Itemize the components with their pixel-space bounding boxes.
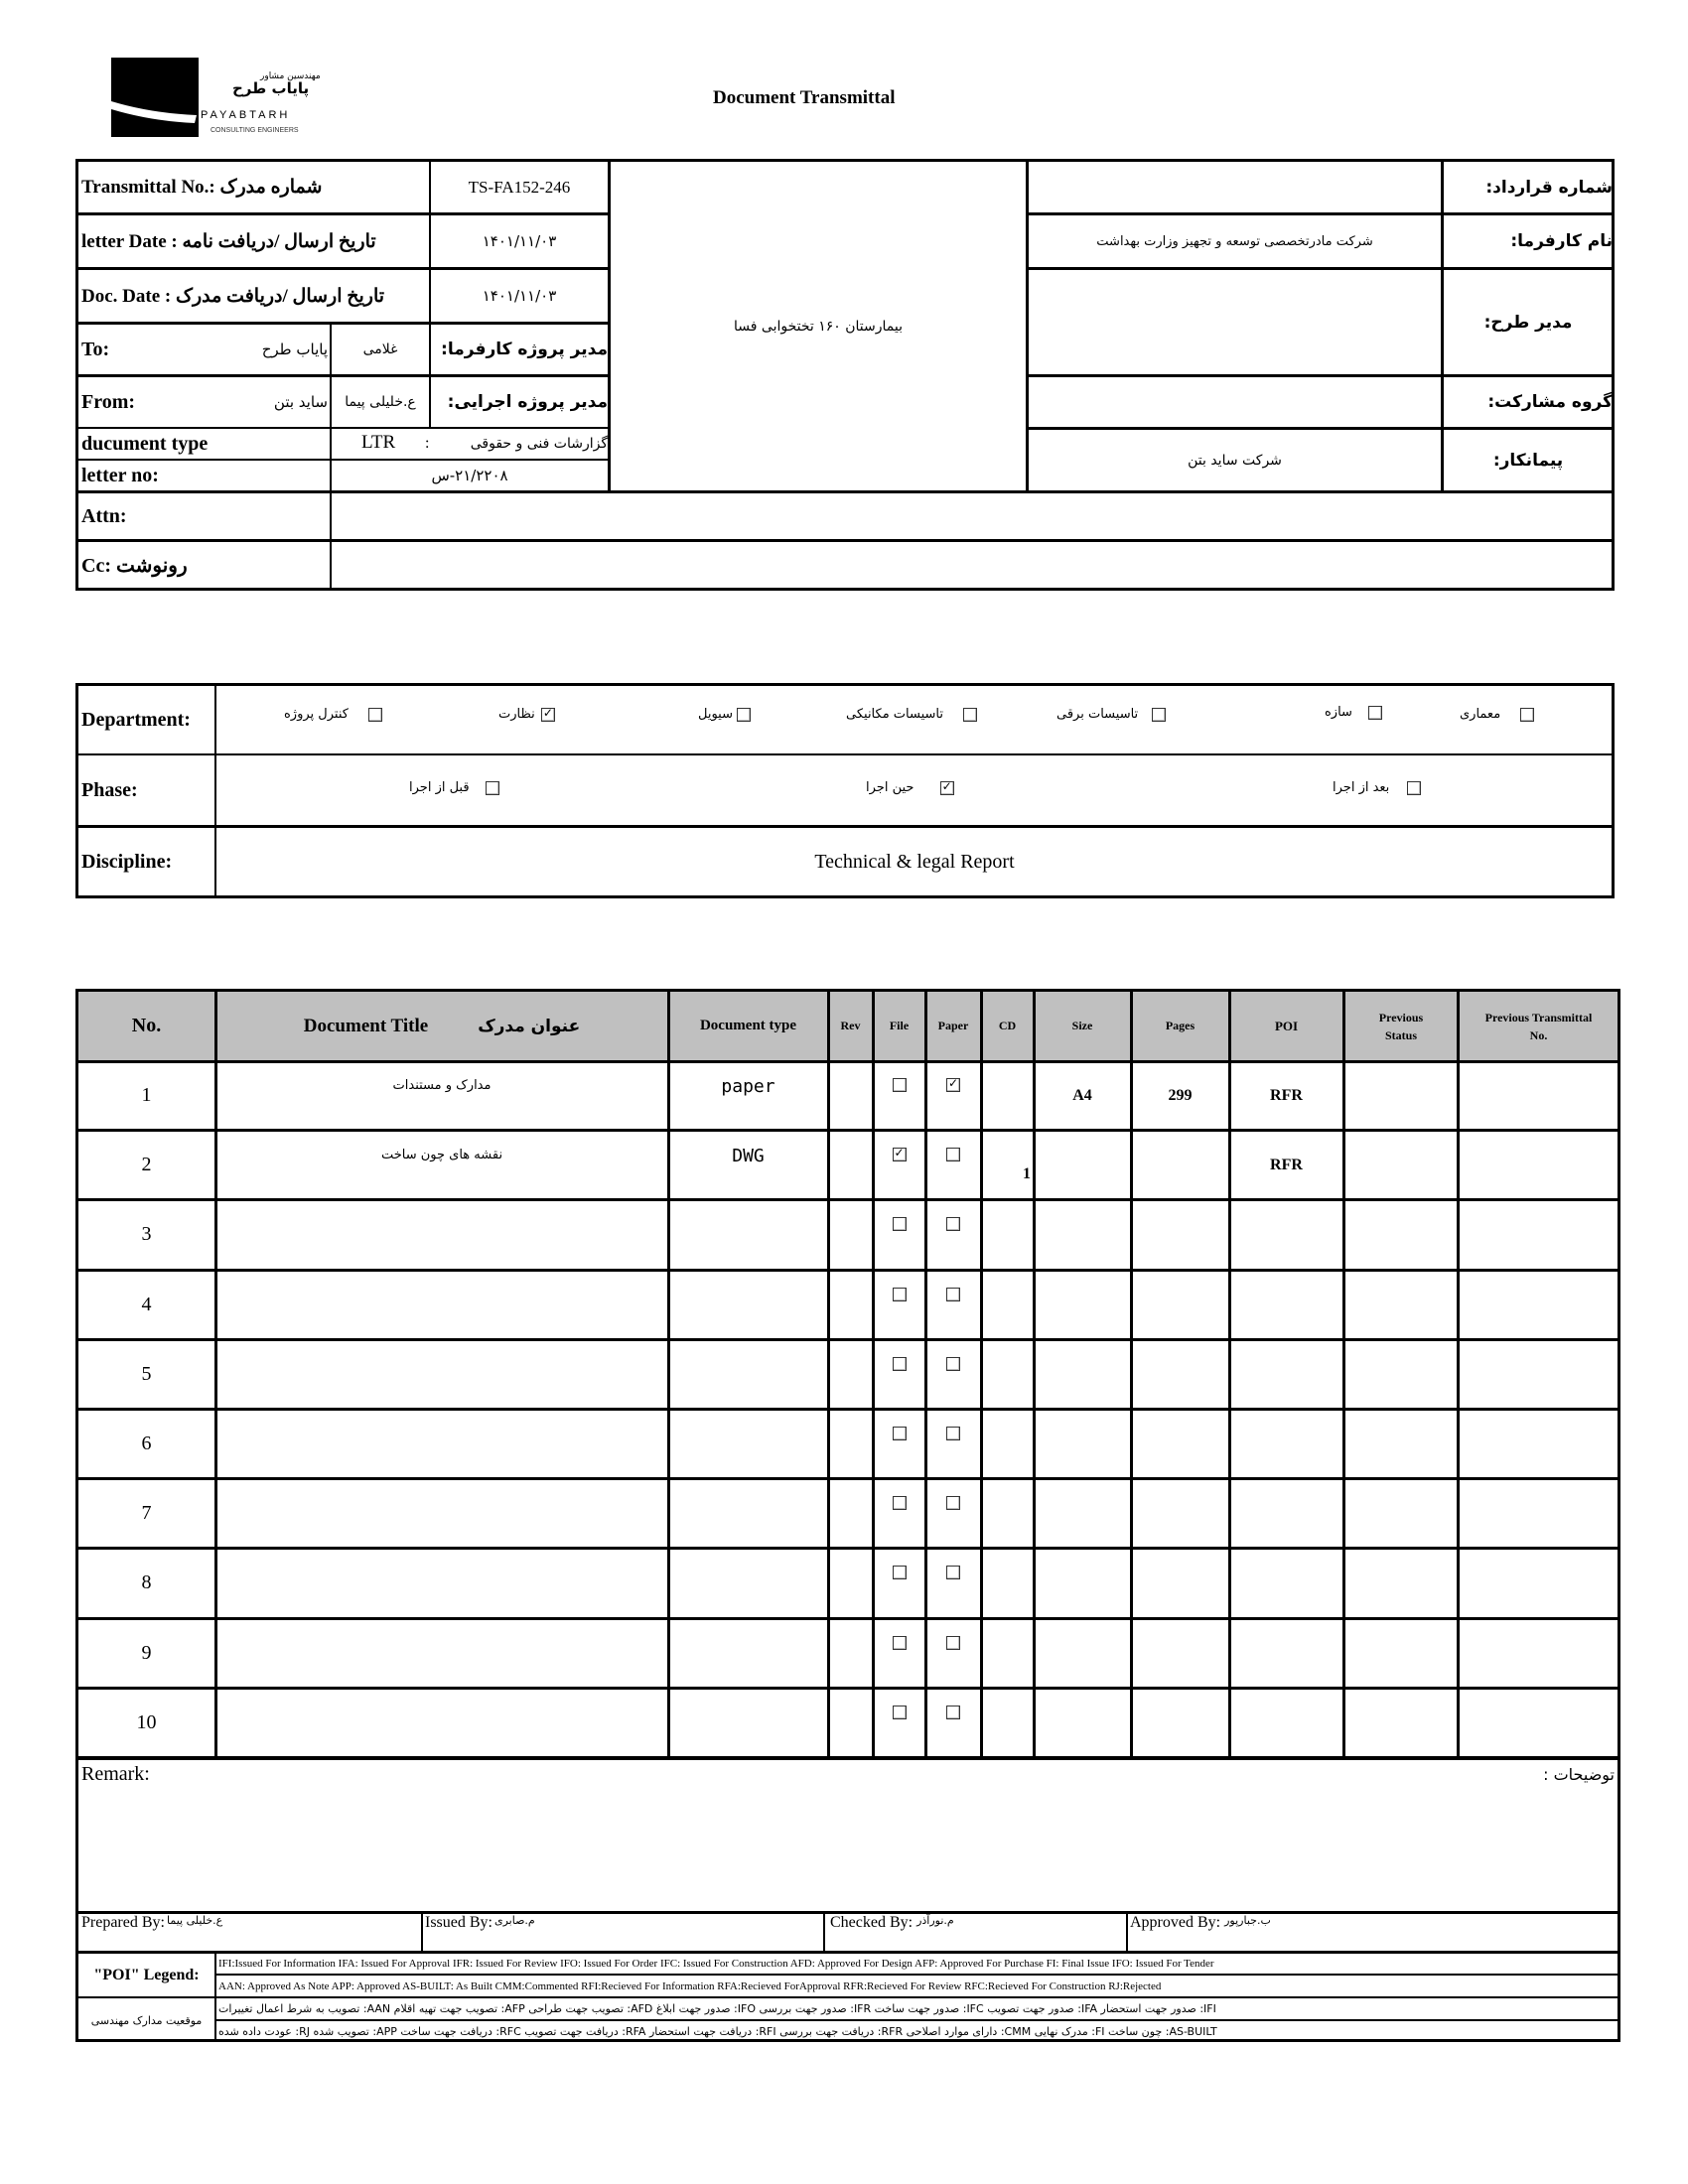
doc-date-value: ۱۴۰۱/۱۱/۰۳ bbox=[482, 287, 557, 305]
employer-label: نام کارفرما: bbox=[1510, 231, 1613, 251]
cell-title[interactable]: نقشه های چون ساخت bbox=[380, 1148, 503, 1162]
col-header-prev-transmittal: Previous Transmittal No. bbox=[1484, 1010, 1593, 1042]
cell-rev[interactable] bbox=[829, 1272, 872, 1338]
cell-cd[interactable] bbox=[982, 1411, 1033, 1477]
cell-size[interactable] bbox=[1035, 1411, 1130, 1477]
file-checkbox[interactable] bbox=[893, 1217, 907, 1231]
paper-checkbox[interactable] bbox=[946, 1148, 960, 1161]
cell-no: 9 bbox=[141, 1642, 152, 1664]
cell-prev-transmittal[interactable] bbox=[1460, 1690, 1618, 1756]
cell-cd[interactable] bbox=[982, 1550, 1033, 1616]
col-header-rev: Rev bbox=[840, 1019, 861, 1032]
exec-pm-label: مدیر پروژه اجرایی: bbox=[447, 392, 608, 412]
cell-poi[interactable] bbox=[1230, 1272, 1342, 1338]
paper-checkbox[interactable] bbox=[946, 1496, 960, 1510]
cell-prev-transmittal[interactable] bbox=[1460, 1480, 1618, 1547]
cell-title[interactable] bbox=[216, 1341, 667, 1408]
cell-no: 1 bbox=[141, 1084, 152, 1106]
department-checkbox-structure[interactable] bbox=[1368, 706, 1382, 720]
col-header-paper: Paper bbox=[937, 1019, 969, 1032]
cell-doc-type[interactable] bbox=[669, 1480, 827, 1547]
cell-prev-status[interactable] bbox=[1345, 1411, 1457, 1477]
cell-poi[interactable]: RFR bbox=[1270, 1086, 1303, 1104]
cell-prev-status[interactable] bbox=[1345, 1201, 1457, 1268]
phase-option[interactable]: بعد از اجرا bbox=[1333, 780, 1421, 800]
cell-doc-type[interactable] bbox=[669, 1272, 827, 1338]
department-option[interactable]: کنترل پروژه bbox=[284, 707, 382, 727]
col-header-title-en: Document Title bbox=[303, 1015, 429, 1036]
cell-cd[interactable]: 1 bbox=[1023, 1164, 1031, 1182]
cell-pages[interactable] bbox=[1132, 1341, 1228, 1408]
department-option[interactable]: تاسیسات برقی bbox=[1056, 707, 1166, 727]
cell-doc-type[interactable]: paper bbox=[721, 1076, 775, 1097]
department-option[interactable]: سازه bbox=[1325, 705, 1382, 725]
cell-prev-transmittal[interactable] bbox=[1460, 1550, 1618, 1616]
cell-doc-type[interactable] bbox=[669, 1201, 827, 1268]
paper-checkbox[interactable] bbox=[946, 1706, 960, 1719]
cell-cd[interactable] bbox=[982, 1690, 1033, 1756]
doc-type-value: گزارشات فنی و حقوقی bbox=[470, 436, 608, 452]
cell-prev-status[interactable] bbox=[1345, 1480, 1457, 1547]
approved-by: Approved By: ب.جبارپور bbox=[1130, 1914, 1271, 1931]
department-checkbox-mechanical[interactable] bbox=[963, 708, 977, 722]
cell-pages[interactable] bbox=[1132, 1272, 1228, 1338]
cell-rev[interactable] bbox=[829, 1341, 872, 1408]
department-option[interactable]: تاسیسات مکانیکی bbox=[846, 707, 977, 727]
cell-size[interactable] bbox=[1035, 1272, 1130, 1338]
cell-prev-status[interactable] bbox=[1345, 1620, 1457, 1687]
cell-title[interactable] bbox=[216, 1550, 667, 1616]
cell-file[interactable] bbox=[874, 1062, 924, 1129]
cell-poi[interactable] bbox=[1230, 1480, 1342, 1547]
department-option[interactable]: سیویل bbox=[698, 707, 751, 727]
status-legend-line-1: IFI: صدور جهت استحضار IFA: صدور جهت تصویب IFC: صدور جهت ساخت IFR: صدور جهت بررسی IFO: صدور جهت ابلاغ AFD: تصویب جهت طراحی AFP: تصویب جهت تهیه اقلام AAN: تصویب به شرط اعمال تغییرات bbox=[218, 2002, 1216, 2015]
cell-no: 3 bbox=[141, 1223, 152, 1245]
cell-paper[interactable] bbox=[926, 1201, 980, 1268]
attn-field[interactable] bbox=[332, 493, 1613, 539]
cell-no: 4 bbox=[141, 1294, 152, 1315]
col-header-cd: CD bbox=[998, 1019, 1017, 1032]
discipline-value: Technical & legal Report bbox=[814, 850, 1015, 873]
col-header-title-fa: عنوان مدرک bbox=[478, 1016, 581, 1036]
poi-legend-line-2: AAN: Approved As Note APP: Approved AS-BUILT: As Built CMM:Commented RFI:Recieved For Information RFA:Recieved ForApproval RFR:Recieved For Review RFC:Recieved For Construction RJ:Rejected bbox=[218, 1979, 1162, 1992]
phase-checkbox-during[interactable] bbox=[940, 781, 954, 795]
cell-paper[interactable] bbox=[926, 1550, 980, 1616]
contractor-value: شرکت ساید بتن bbox=[1188, 452, 1282, 469]
cell-file[interactable] bbox=[874, 1341, 924, 1408]
cell-cd[interactable] bbox=[982, 1272, 1033, 1338]
logo-persian-subtitle: مهندسین مشاور bbox=[260, 71, 321, 81]
phase-option[interactable]: حین اجرا ✓ bbox=[866, 780, 954, 800]
cell-pages[interactable] bbox=[1132, 1411, 1228, 1477]
cell-prev-transmittal[interactable] bbox=[1460, 1062, 1618, 1129]
cell-prev-status[interactable] bbox=[1345, 1132, 1457, 1198]
cell-title[interactable]: مدارک و مستندات bbox=[392, 1078, 492, 1093]
department-checkbox-electrical[interactable] bbox=[1152, 708, 1166, 722]
letter-no-value: ۲۱/۲۲۰۸-س bbox=[431, 467, 508, 484]
partnership-value bbox=[1029, 377, 1441, 427]
cell-file[interactable] bbox=[874, 1272, 924, 1338]
cell-paper[interactable] bbox=[926, 1062, 980, 1129]
client-pm-label: مدیر پروژه کارفرما: bbox=[441, 340, 608, 359]
page-title: Document Transmittal bbox=[713, 87, 896, 108]
cell-prev-status[interactable] bbox=[1345, 1690, 1457, 1756]
cell-file[interactable] bbox=[874, 1690, 924, 1756]
department-option[interactable]: معماری bbox=[1460, 707, 1534, 727]
cell-doc-type[interactable] bbox=[669, 1341, 827, 1408]
cell-prev-transmittal[interactable] bbox=[1460, 1411, 1618, 1477]
cell-paper[interactable] bbox=[926, 1480, 980, 1547]
logo-latin-name: PAYABTARH bbox=[201, 109, 291, 121]
cell-poi[interactable] bbox=[1230, 1550, 1342, 1616]
cell-title[interactable] bbox=[216, 1411, 667, 1477]
employer-value: شرکت مادرتخصصی توسعه و تجهیز وزارت بهداشت bbox=[1096, 233, 1373, 249]
cell-no: 8 bbox=[141, 1571, 152, 1593]
from-value: ساید بتن bbox=[273, 393, 328, 411]
department-checkbox-supervision[interactable] bbox=[541, 708, 555, 722]
paper-checkbox[interactable] bbox=[946, 1288, 960, 1301]
department-option[interactable]: نظارت ✓ bbox=[498, 707, 555, 727]
cell-prev-transmittal[interactable] bbox=[1460, 1132, 1618, 1198]
cell-no: 10 bbox=[136, 1711, 157, 1733]
project-manager-label: مدیر طرح: bbox=[1483, 312, 1573, 333]
cell-paper[interactable] bbox=[926, 1620, 980, 1687]
cell-title[interactable] bbox=[216, 1201, 667, 1268]
file-checkbox[interactable] bbox=[893, 1706, 907, 1719]
cell-pages[interactable]: 299 bbox=[1168, 1086, 1193, 1104]
logo-persian-name: پایاب طرح bbox=[232, 79, 310, 97]
col-header-prev-status: Previous Status bbox=[1378, 1010, 1424, 1042]
cell-poi[interactable] bbox=[1230, 1201, 1342, 1268]
department-checkbox-project-control[interactable] bbox=[368, 708, 382, 722]
paper-checkbox[interactable] bbox=[946, 1636, 960, 1650]
cell-doc-type[interactable] bbox=[669, 1620, 827, 1687]
cell-prev-transmittal[interactable] bbox=[1460, 1201, 1618, 1268]
cell-prev-status[interactable] bbox=[1345, 1272, 1457, 1338]
department-label: Department: bbox=[81, 708, 191, 731]
file-checkbox[interactable] bbox=[893, 1496, 907, 1510]
cc-label: Cc: رونوشت bbox=[81, 554, 188, 577]
paper-checkbox[interactable] bbox=[946, 1217, 960, 1231]
cell-file[interactable] bbox=[874, 1411, 924, 1477]
col-header-poi: POI bbox=[1274, 1018, 1299, 1033]
cell-cd[interactable] bbox=[982, 1062, 1033, 1129]
cell-pages[interactable] bbox=[1132, 1620, 1228, 1687]
cell-poi[interactable] bbox=[1230, 1411, 1342, 1477]
cell-paper[interactable] bbox=[926, 1132, 980, 1198]
cell-pages[interactable] bbox=[1132, 1201, 1228, 1268]
cell-size[interactable] bbox=[1035, 1201, 1130, 1268]
cell-pages[interactable] bbox=[1132, 1480, 1228, 1547]
cell-prev-status[interactable] bbox=[1345, 1550, 1457, 1616]
contractor-label: پیمانکار: bbox=[1492, 450, 1564, 471]
from-label: From: bbox=[81, 390, 136, 413]
file-checkbox[interactable] bbox=[893, 1148, 907, 1161]
department-checkbox-civil[interactable] bbox=[737, 708, 751, 722]
file-checkbox[interactable] bbox=[893, 1636, 907, 1650]
cell-rev[interactable] bbox=[829, 1201, 872, 1268]
cell-pages[interactable] bbox=[1132, 1132, 1228, 1198]
company-logo bbox=[111, 58, 330, 141]
cell-doc-type[interactable]: DWG bbox=[732, 1146, 765, 1166]
to-label: To: bbox=[81, 338, 110, 360]
cell-size[interactable] bbox=[1035, 1341, 1130, 1408]
file-checkbox[interactable] bbox=[893, 1427, 907, 1440]
cell-paper[interactable] bbox=[926, 1272, 980, 1338]
cell-paper[interactable] bbox=[926, 1690, 980, 1756]
cell-rev[interactable] bbox=[829, 1132, 872, 1198]
phase-option[interactable]: قبل از اجرا bbox=[409, 780, 499, 800]
remark-label-fa: توضیحات : bbox=[1543, 1765, 1615, 1784]
cell-title[interactable] bbox=[216, 1690, 667, 1756]
cell-no: 6 bbox=[141, 1433, 152, 1454]
letter-no-label: letter no: bbox=[81, 464, 159, 486]
contract-no-label: شماره قرارداد: bbox=[1485, 177, 1613, 198]
to-value: پایاب طرح bbox=[261, 341, 328, 358]
status-legend-line-2: AS-BUILT: چون ساخت FI: مدرک نهایی CMM: دارای موارد اصلاحی RFR: دریافت جهت بررسی RFI: دریافت جهت استحضار RFA: دریافت جهت تصویب RFC: دریافت جهت ساخت APP: تصویب شده RJ: عودت داده شده bbox=[218, 2025, 1217, 2038]
cell-cd[interactable] bbox=[982, 1480, 1033, 1547]
checked-by: Checked By: م.نورآذر bbox=[830, 1914, 954, 1931]
phase-checkbox-before[interactable] bbox=[486, 781, 499, 795]
cell-paper[interactable] bbox=[926, 1411, 980, 1477]
prepared-by: Prepared By: ع.خلیلی پیما bbox=[81, 1914, 223, 1931]
cell-size[interactable] bbox=[1035, 1620, 1130, 1687]
cell-prev-status[interactable] bbox=[1345, 1341, 1457, 1408]
cell-rev[interactable] bbox=[829, 1690, 872, 1756]
cell-file[interactable] bbox=[874, 1132, 924, 1198]
paper-checkbox[interactable] bbox=[946, 1427, 960, 1440]
project-name: بیمارستان ۱۶۰ تختخوابی فسا bbox=[734, 318, 903, 335]
cell-rev[interactable] bbox=[829, 1480, 872, 1547]
cell-size[interactable] bbox=[1035, 1690, 1130, 1756]
cell-rev[interactable] bbox=[829, 1062, 872, 1129]
cell-file[interactable] bbox=[874, 1201, 924, 1268]
cell-prev-status[interactable] bbox=[1345, 1062, 1457, 1129]
logo-tagline: CONSULTING ENGINEERS bbox=[211, 127, 299, 134]
col-header-no: No. bbox=[131, 1015, 162, 1036]
cell-rev[interactable] bbox=[829, 1550, 872, 1616]
cell-title[interactable] bbox=[216, 1272, 667, 1338]
cell-no: 5 bbox=[141, 1363, 152, 1385]
transmittal-no-label: Transmittal No.: شماره مدرک bbox=[81, 177, 323, 198]
cell-title[interactable] bbox=[216, 1480, 667, 1547]
exec-pm-name: ع.خلیلی پیما bbox=[345, 394, 416, 410]
remark-label: Remark: bbox=[81, 1763, 150, 1785]
cell-doc-type[interactable] bbox=[669, 1690, 827, 1756]
discipline-label: Discipline: bbox=[81, 850, 173, 873]
status-legend-label: موقعیت مدارک مهندسی bbox=[90, 2013, 203, 2027]
cell-file[interactable] bbox=[874, 1620, 924, 1687]
doc-date-label: Doc. Date : تاریخ ارسال /دریافت مدرک bbox=[81, 285, 385, 307]
cell-no: 2 bbox=[141, 1154, 152, 1175]
file-checkbox[interactable] bbox=[893, 1357, 907, 1371]
cell-prev-transmittal[interactable] bbox=[1460, 1341, 1618, 1408]
cell-rev[interactable] bbox=[829, 1620, 872, 1687]
file-checkbox[interactable] bbox=[893, 1288, 907, 1301]
cell-file[interactable] bbox=[874, 1480, 924, 1547]
cell-poi[interactable] bbox=[1230, 1690, 1342, 1756]
cell-size[interactable] bbox=[1035, 1550, 1130, 1616]
cell-poi[interactable] bbox=[1230, 1620, 1342, 1687]
cell-pages[interactable] bbox=[1132, 1550, 1228, 1616]
cell-paper[interactable] bbox=[926, 1341, 980, 1408]
transmittal-no-value: TS-FA152-246 bbox=[468, 177, 571, 197]
cell-size[interactable]: A4 bbox=[1072, 1086, 1092, 1104]
col-header-title bbox=[216, 992, 667, 1060]
client-pm-name: غلامی bbox=[362, 341, 398, 357]
cell-no: 7 bbox=[141, 1502, 152, 1524]
paper-checkbox[interactable] bbox=[946, 1078, 960, 1092]
phase-checkbox-after[interactable] bbox=[1407, 781, 1421, 795]
cell-poi[interactable] bbox=[1230, 1341, 1342, 1408]
department-checkbox-architecture[interactable] bbox=[1520, 708, 1534, 722]
cell-cd[interactable] bbox=[982, 1341, 1033, 1408]
letter-date-label: letter Date : تاریخ ارسال /دریافت نامه bbox=[81, 230, 376, 252]
poi-legend-line-1: IFI:Issued For Information IFA: Issued For Approval IFR: Issued For Review IFO: Issued For Order IFC: Issued For Construction AFD: Approved For Design AFP: Approved For Purchase FI: Final Issue IFO: Issued For Tender bbox=[218, 1958, 1214, 1970]
contract-no-value bbox=[1029, 162, 1441, 212]
phase-label: Phase: bbox=[81, 778, 138, 801]
letter-date-value: ۱۴۰۱/۱۱/۰۳ bbox=[482, 232, 557, 250]
doc-type-separator: : bbox=[425, 435, 430, 452]
file-checkbox[interactable] bbox=[893, 1566, 907, 1579]
cell-rev[interactable] bbox=[829, 1411, 872, 1477]
attn-label: Attn: bbox=[81, 504, 127, 527]
logo-mark-icon bbox=[111, 58, 199, 137]
col-header-size: Size bbox=[1071, 1019, 1093, 1032]
col-header-pages: Pages bbox=[1165, 1019, 1196, 1032]
remark-field[interactable] bbox=[81, 1793, 1611, 1910]
cell-cd[interactable] bbox=[982, 1201, 1033, 1268]
paper-checkbox[interactable] bbox=[946, 1566, 960, 1579]
project-manager-value bbox=[1029, 270, 1441, 374]
col-header-file: File bbox=[889, 1019, 910, 1032]
cell-file[interactable] bbox=[874, 1550, 924, 1616]
doc-type-code: LTR bbox=[361, 432, 396, 453]
partnership-label: گروه مشارکت: bbox=[1487, 392, 1613, 412]
cell-poi[interactable]: RFR bbox=[1270, 1156, 1303, 1173]
cc-field[interactable] bbox=[332, 542, 1613, 588]
issued-by: Issued By: م.صابری bbox=[425, 1914, 535, 1931]
cell-cd[interactable] bbox=[982, 1620, 1033, 1687]
paper-checkbox[interactable] bbox=[946, 1357, 960, 1371]
cell-pages[interactable] bbox=[1132, 1690, 1228, 1756]
cell-prev-transmittal[interactable] bbox=[1460, 1620, 1618, 1687]
cell-doc-type[interactable] bbox=[669, 1411, 827, 1477]
cell-doc-type[interactable] bbox=[669, 1550, 827, 1616]
col-header-doc-type: Document type bbox=[699, 1018, 797, 1033]
cell-size[interactable] bbox=[1035, 1480, 1130, 1547]
cell-title[interactable] bbox=[216, 1620, 667, 1687]
cell-prev-transmittal[interactable] bbox=[1460, 1272, 1618, 1338]
cell-size[interactable] bbox=[1035, 1132, 1130, 1198]
poi-legend-label: "POI" Legend: bbox=[93, 1966, 200, 1983]
doc-type-label: ducument type bbox=[81, 432, 209, 455]
file-checkbox[interactable] bbox=[893, 1078, 907, 1092]
